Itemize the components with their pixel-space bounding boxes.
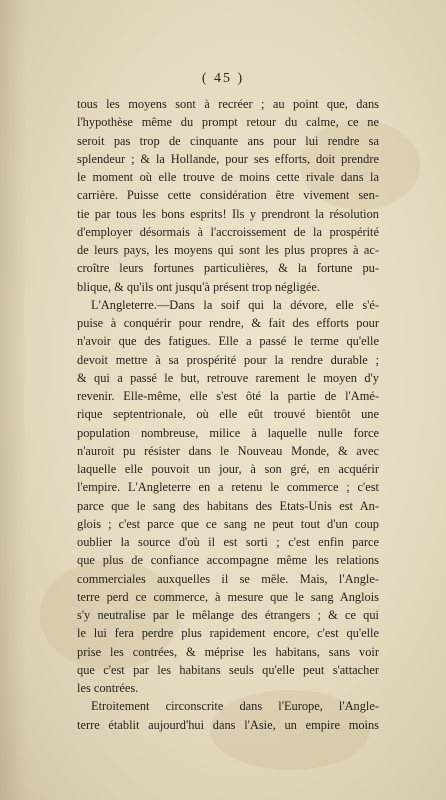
body-text — [77, 95, 379, 734]
text-line: population nombreuse, milice à laquelle nulle force — [77, 425, 379, 440]
text-line: n'avoir que des fatigues. Elle a passé le terme qu'elle — [77, 334, 379, 349]
text-line: glois ; c'est parce que ce sang ne peut tout d'un coup — [77, 516, 379, 531]
text-line: que plus de confiance accompagne même les relations — [77, 553, 379, 568]
text-line: laquelle elle pouvoit un jour, à son gré, en acquérir — [77, 462, 379, 476]
text-line: terre établit aujourd'hui dans l'Asie, un empire moins — [77, 717, 379, 732]
text-line: croître leurs fortunes particulières, & la fortune pu- — [77, 261, 379, 276]
page-number: ( 45 ) — [201, 71, 245, 86]
text-line: commerciales auxquelles il se mêle. Mais, l'Angle- — [77, 571, 379, 586]
text-line: L'Angleterre.—Dans la soif qui la dévore, elle s'é- — [91, 297, 379, 312]
text-line: le lui fera perdre plus rapidement encore, c'est qu'elle — [77, 626, 379, 641]
text-line: seroit pas trop de cinquante ans pour lui rendre sa — [77, 133, 379, 148]
text-line: de leurs pays, les moyens qui sont les plus propres à ac- — [77, 243, 379, 257]
text-line: Etroitement circonscrite dans l'Europe, l'Angle- — [91, 699, 379, 714]
text-line: & qui a passé le but, retrouve rarement le moyen d'y — [77, 370, 379, 385]
text-line: d'employer désormais à l'accroissement de la prospérité — [77, 224, 379, 239]
text-line: blique, & qu'ils ont jusqu'à présent trop négligée. — [77, 279, 320, 294]
text-line: tous les moyens sont à recréer ; au point que, dans — [77, 97, 379, 111]
text-line: revenir. Elle-même, elle s'est ôté la partie de l'Amé- — [77, 389, 379, 403]
text-line: les contrées. — [77, 681, 139, 695]
text-line: n'auroit pu résister dans le Nouveau Monde, & avec — [77, 443, 379, 458]
text-line: devoit mettre à sa prospérité pour la rendre durable ; — [77, 352, 379, 367]
text-line: oublier la source d'où il est sorti ; c'est enfin parce — [77, 535, 379, 549]
text-line: le moment où elle trouve de moins cette rivale dans la — [77, 170, 379, 184]
text-line: puise à conquérir pour rendre, & fait des efforts pour — [77, 316, 379, 330]
text-line: l'empire. L'Angleterre en a retenu le commerce ; c'est — [77, 480, 379, 495]
text-line: que c'est par les habitans seuls qu'elle peut s'attacher — [77, 662, 379, 677]
text-line: s'y neutralise par le mêlange des étrangers ; & ce qui — [77, 608, 379, 622]
text-line: terre perd ce commerce, à mesure que le sang Anglois — [77, 589, 379, 604]
text-line: tie par tous les bons esprits! Ils y prendront la résolution — [77, 206, 379, 221]
text-line: rique septentrionale, où elle eût trouvé bientôt une — [77, 407, 379, 422]
text-line: splendeur ; & la Hollande, pour ses efforts, doit prendre — [77, 151, 379, 166]
text-line: l'hypothèse même du prompt retour du calme, ce ne — [77, 115, 379, 130]
text-line: prise les contrées, & méprise les habitans, sans voir — [77, 644, 379, 659]
text-line: parce que le sang des habitans des Etats-Unis est An- — [77, 498, 379, 513]
text-line: carrière. Puisse cette considération être vivement sen- — [77, 188, 379, 203]
